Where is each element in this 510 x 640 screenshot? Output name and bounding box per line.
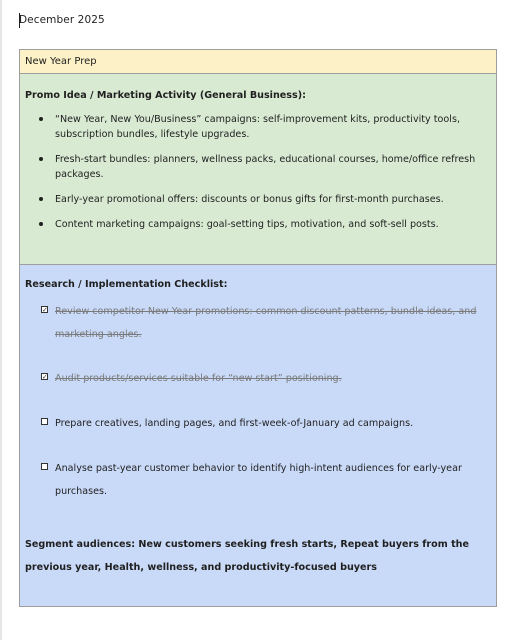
list-item-text: Content marketing campaigns: goal-setting tips, motivation, and soft-sell posts.	[55, 219, 439, 230]
promo-row[interactable]	[20, 74, 496, 265]
list-item-text: Early-year promotional offers: discounts or bonus gifts for first-month purchases.	[55, 194, 444, 205]
bullet-dot-icon	[39, 117, 43, 121]
checklist-item	[25, 367, 491, 390]
page-edge	[0, 0, 2, 640]
checklist-item	[25, 412, 491, 435]
checklist-item-text: Analyse past-year customer behavior to identify high-intent audiences for early-year purchases.	[55, 463, 462, 497]
bullet-dot-icon	[39, 157, 43, 161]
promo-list	[25, 112, 491, 232]
promo-heading: Promo Idea / Marketing Activity (General Business):	[25, 90, 306, 101]
research-row[interactable]	[20, 265, 496, 606]
bullet-dot-icon	[39, 222, 43, 226]
list-item	[25, 152, 491, 182]
research-checklist	[25, 300, 491, 503]
checked-checkbox-icon[interactable]: ✓	[42, 373, 48, 381]
plan-table[interactable]	[19, 49, 497, 607]
list-item	[25, 112, 491, 142]
date-heading[interactable]: December 2025	[19, 14, 105, 26]
unchecked-checkbox-icon[interactable]	[41, 418, 48, 425]
list-item-text: Fresh-start bundles: planners, wellness packs, educational courses, home/office refresh packages.	[55, 154, 476, 180]
table-title-row[interactable]	[20, 50, 496, 74]
research-heading: Research / Implementation Checklist:	[25, 279, 228, 290]
checklist-item-text: Review competitor New Year promotions: common discount patterns, bundle ideas, and marketing angles.	[55, 306, 477, 340]
checklist-item-text: Audit products/services suitable for “new start” positioning.	[55, 373, 342, 384]
list-item-text: “New Year, New You/Business” campaigns: self-improvement kits, productivity tools, subscription bundles, lifestyle upgrades.	[55, 114, 461, 140]
table-title: New Year Prep	[25, 56, 97, 67]
checked-checkbox-icon[interactable]: ✓	[42, 306, 48, 314]
checklist-item-text: Prepare creatives, landing pages, and first-week-of-January ad campaigns.	[55, 418, 414, 429]
bullet-dot-icon	[39, 197, 43, 201]
list-item	[25, 192, 491, 207]
segment-audiences-text: Segment audiences: New customers seeking fresh starts, Repeat buyers from the previous year, Health, wellness, and productivity-focused buyers	[25, 539, 470, 573]
checklist-item	[25, 457, 491, 503]
unchecked-checkbox-icon[interactable]	[41, 463, 48, 470]
list-item	[25, 217, 491, 232]
checklist-item	[25, 300, 491, 346]
